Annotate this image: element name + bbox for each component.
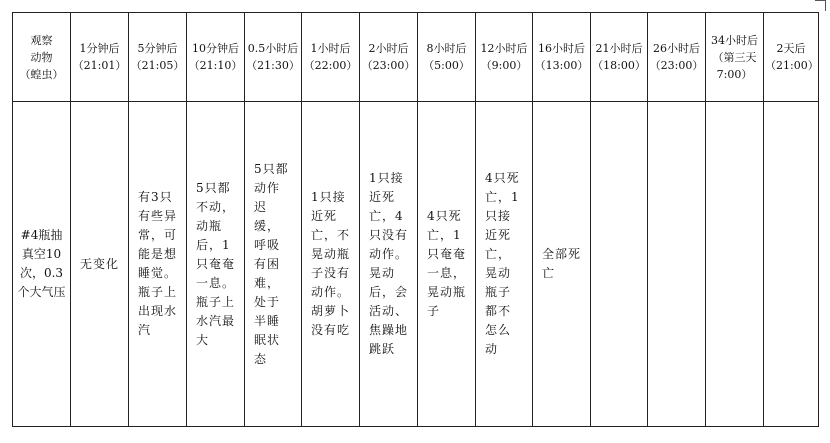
header-1h: 1小时后 （22:00） — [302, 13, 360, 102]
cell-16h: 全部死亡 — [533, 102, 591, 427]
cell-2h: 1只接近死亡，4只没有动作。晃动后，会活动、焦躁地跳跃 — [360, 102, 418, 427]
header-row — [13, 13, 819, 102]
cell-10min: 5只都不动，动瓶后，1只奄奄一息。瓶子上水汽最大 — [187, 102, 245, 427]
cell-5min: 有3只有些异常，可能是想睡觉。瓶子上出现水汽 — [129, 102, 187, 427]
header-16h: 16小时后 （13:00） — [533, 13, 591, 102]
header-1min: 1分钟后 （21:01） — [71, 13, 129, 102]
cell-2d — [764, 102, 819, 427]
cell-21h — [591, 102, 648, 427]
cell-bottle: #4瓶抽真空10次，0.3个大气压 — [13, 102, 71, 427]
header-2d: 2天后 （21:00） — [764, 13, 819, 102]
header-21h: 21小时后 （18:00） — [591, 13, 648, 102]
cell-1min: 无变化 — [71, 102, 129, 427]
header-2h: 2小时后 （23:00） — [360, 13, 418, 102]
cell-34h — [706, 102, 764, 427]
cell-26h — [648, 102, 706, 427]
header-8h: 8小时后 （5:00） — [418, 13, 476, 102]
cell-1h: 1只接近死亡，不晃动瓶子没有动作。胡萝卜没有吃 — [302, 102, 360, 427]
cell-8h: 4只死亡，1只奄奄一息，晃动瓶子 — [418, 102, 476, 427]
header-animal: 观察 动物 （蝗虫） — [13, 13, 71, 102]
header-5min: 5分钟后 （21:05） — [129, 13, 187, 102]
header-10min: 10分钟后 （21:10） — [187, 13, 245, 102]
header-12h: 12小时后 （9:00） — [476, 13, 533, 102]
header-34h: 34小时后 （第三天 7:00） — [706, 13, 764, 102]
table-row — [13, 102, 819, 427]
header-26h: 26小时后 （23:00） — [648, 13, 706, 102]
corner-mark — [815, 0, 826, 11]
cell-0-5h: 5只都动作迟缓，呼吸有困难，处于半睡眠状态 — [245, 102, 302, 427]
header-0-5h: 0.5小时后 （21:30） — [245, 13, 302, 102]
cell-12h: 4只死亡，1只接近死亡，晃动瓶子都不怎么动 — [476, 102, 533, 427]
observation-table — [12, 12, 819, 427]
